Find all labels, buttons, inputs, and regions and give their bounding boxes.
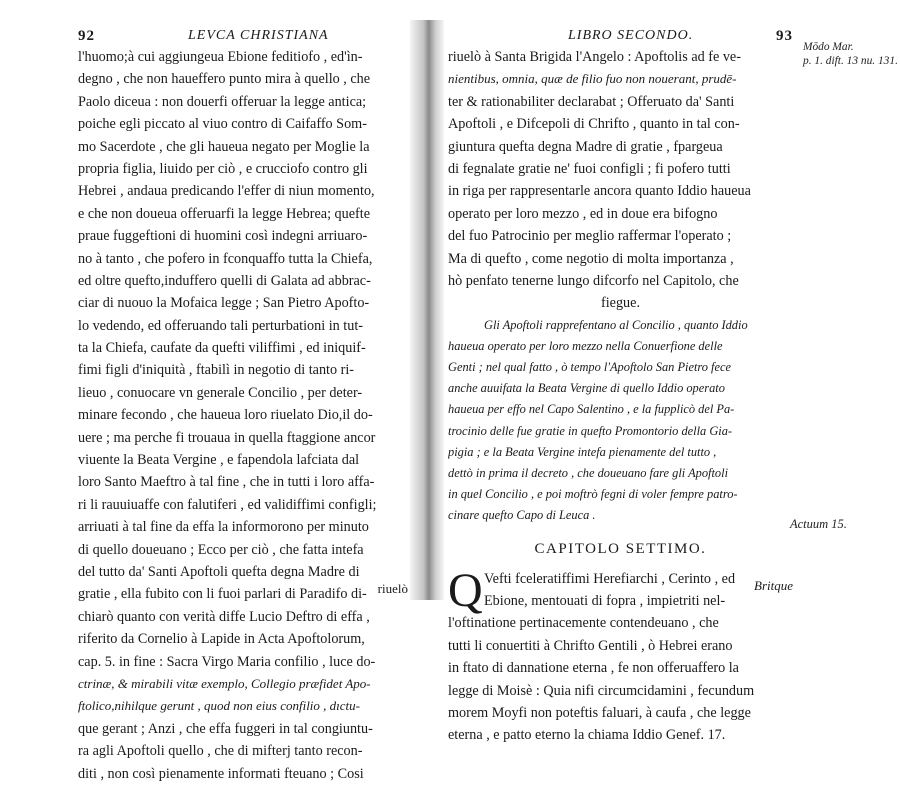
chapter-line: in ftato di dannatione eterna , fe non offeruaffero la <box>448 660 739 677</box>
right-text-line: Apoftoli , e Difcepoli di Chrifto , quanto in tal con- <box>448 116 740 133</box>
chapter-line: Vefti fceleratiffimi Herefiarchi , Cerinto , ed <box>484 570 736 587</box>
right-text-line: giuntura quefta degna Madre di gratie , fpargeua <box>448 138 723 155</box>
margin-note-3: Actuum 15. <box>790 517 847 531</box>
right-text-line: di fegnalate gratie ne' fuoi configli ; fi pofero tutti <box>448 160 731 177</box>
chapter-line: morem Moyfi non poteftis faluari, à caufa , che legge <box>448 704 751 721</box>
right-text-line: Ma di quefto , come negotio di molta importanza , <box>448 250 734 267</box>
summary-line: Genti ; nel qual fatto , ò tempo l'Apoftolo San Pietro fece <box>448 360 731 375</box>
left-text-line: praue fuggeftioni di huomini così indegni arriuaro- <box>78 228 368 245</box>
left-text-line: arriuati à tal fine da effa la informorono per minuto <box>78 519 369 536</box>
summary-line: haueua operato per loro mezzo nella Conuerfione delle <box>448 338 723 353</box>
left-text-line: lo vedendo, ed offeruando tali perturbationi in tut- <box>78 317 363 334</box>
left-text-line: gratie , ella fubito con li fuoi parlari di Paradifo di- <box>78 586 367 603</box>
left-running-title: LEVCA CHRISTIANA <box>188 28 329 43</box>
right-page <box>448 28 793 744</box>
summary-line: anche auuifata la Beata Vergine di quello Iddio operato <box>448 381 725 396</box>
right-text-line: in riga per rappresentarle ancora quanto Iddio haueua <box>448 183 751 200</box>
left-text-line: fimi figli d'iniquità , ftabilì in negotio di tanto ri- <box>78 362 355 379</box>
left-page-number: 92 <box>78 28 95 44</box>
left-text-line: ra agli Apoftoli quello , che di mifterj tanto recon- <box>78 743 363 760</box>
left-page-text <box>78 46 408 785</box>
left-text-line: viuente la Beata Vergine , e fapendola lafciata dal <box>78 452 360 469</box>
left-text-line: ed oltre quefto,induffero quelli di Galata ad abbrac- <box>78 272 371 289</box>
left-text-line: ftolico,nihilque gerunt , quod non eius confilio , dıctu- <box>78 698 360 714</box>
left-text-line: Paolo diceua : non douerfi offeruar la legge antica; <box>78 93 367 110</box>
left-text-line: degno , che non haueffero punto mira à quello , che <box>78 71 371 88</box>
left-text-line: loro Santo Maeftro à tal fine , che in tutti i loro affa- <box>78 474 375 491</box>
left-text-line: di quello doueuano ; Ecco per ciò , che fatta intefa <box>78 541 364 558</box>
left-text-line: diti , non così pienamente informati fteuano ; Cosi <box>78 765 364 782</box>
left-text-line: e che non doueua offeruarfi la legge Hebrea; quefte <box>78 205 371 222</box>
left-text-line: ri li rauuiuaffe con falutiferi , ed validiffimi configli; <box>78 496 377 513</box>
summary-line: cinare quefto Capo di Leuca . <box>448 508 596 523</box>
margin-note-1: Mōdo Mar. <box>803 41 854 53</box>
left-text-line: ta la Chiefa, caufate da quefti viliffimi , ed iniquif- <box>78 340 366 357</box>
drop-cap: Q <box>448 563 483 617</box>
right-text-line: riuelò à Santa Brigida l'Angelo : Apoftolis ad fe ve- <box>448 49 741 65</box>
left-text-line: poiche egli piccato al viuo contro di Caifaffo Som- <box>78 116 367 133</box>
left-text-line: del tutto da' Santi Apoftoli quefta degna Madre di <box>78 563 360 580</box>
left-text-line: riferito da Cornelio à Lapide in Acta Apoftolorum, <box>78 631 365 648</box>
left-text-line: propria figlia, liuido per ciò , e crucciofo contro gli <box>78 160 368 177</box>
margin-note-2: p. 1. dift. 13 nu. 131. <box>803 55 898 67</box>
book-gutter <box>410 20 444 600</box>
chapter-opening <box>448 563 793 747</box>
left-text-line: chiarò quanto con verità diffe Lucio Deftro di effa , <box>78 608 370 625</box>
chapter-line: eterna , e patto eterno la chiama Iddio Genef. 17. <box>448 727 726 744</box>
chapter-line: tutti li conuertiti à Chrifto Gentili , ò Hebrei erano <box>448 637 733 654</box>
right-running-head <box>448 28 793 46</box>
chapter-text <box>448 563 793 747</box>
left-text-line: Hebrei , andaua predicando l'effer di niun momento, <box>78 183 375 200</box>
right-catchword: Britque <box>754 578 793 593</box>
chapter-line: Ebione, mentouati di fopra , impietriti nel- <box>484 592 726 609</box>
right-text-line: hò penfato tenerne lungo difcorfo nel Capitolo, che <box>448 272 739 289</box>
left-text-line: que gerant ; Anzi , che effa fuggeri in tal congiuntu- <box>78 720 373 737</box>
right-page-number: 93 <box>776 28 793 44</box>
summary-line: trocinio delle fue gratie in quefto Promontorio della Gia- <box>448 423 733 438</box>
summary-line: haueua per effo nel Capo Salentino , e la fupplicò del Pa- <box>448 402 735 417</box>
left-text-line: ciar di nuouo la Mofaica legge ; San Pietro Apofto- <box>78 295 370 312</box>
left-text-line: no à tanto , che pofero in fconquaffo tutta la Chiefa, <box>78 250 373 267</box>
right-text-line: del fuo Patrocinio per meglio raffermar l'operato ; <box>448 228 732 245</box>
left-text-line: ctrinæ, & mirabili vitæ exemplo, Collegio præfidet Apo- <box>78 675 371 691</box>
chapter-summary <box>448 315 793 527</box>
chapter-line: legge di Moisè : Quia nifi circumcidamini , fecundum <box>448 682 755 699</box>
left-text-line: l'huomo;à cui aggiungeua Ebione feditiofo , ed'ìn- <box>78 49 363 65</box>
left-text-line: cap. 5. in fine : Sacra Virgo Maria confilio , luce do- <box>78 653 376 670</box>
chapter-heading: CAPITOLO SETTIMO. <box>534 540 707 557</box>
summary-line: in quel Concilio , e poi moftrò fegni di voler fempre patro- <box>448 487 738 502</box>
left-text-line: uere ; ma perche fi trouaua in quella ftaggione ancor <box>78 429 376 446</box>
right-page-text <box>448 46 793 315</box>
summary-line: Gli Apoftoli rapprefentano al Concilio , quanto Iddio <box>484 317 748 332</box>
left-text-line: lieuo , conuocare vn generale Concilio , per deter- <box>78 384 363 401</box>
right-text-line: fiegue. <box>601 295 640 312</box>
left-running-head <box>78 28 408 46</box>
chapter-line: l'oftinatione pertinacemente contendeuano , che <box>448 615 719 632</box>
left-text-line: minare fecondo , che haueua loro riuelato Dio,il do- <box>78 407 373 424</box>
right-text-line: nientibus, omnia, quæ de filio fuo non nouerant, prudē- <box>448 71 737 87</box>
left-catchword: riuelò <box>377 581 408 596</box>
left-page <box>78 28 408 782</box>
left-text-line: mo Sacerdote , che gli haueua negato per Moglie la <box>78 138 370 155</box>
summary-line: pigia ; e la Beata Vergine intefa pienamente del tutto , <box>448 444 717 459</box>
summary-line: dettò in prima il decreto , che doueuano fare gli Apoftoli <box>448 466 729 480</box>
right-text-line: ter & rationabiliter declarabat ; Offeruato da' Santi <box>448 93 735 110</box>
right-text-line: operato per loro mezzo , ed in doue era bifogno <box>448 205 718 222</box>
right-running-title: LIBRO SECONDO. <box>568 28 694 43</box>
